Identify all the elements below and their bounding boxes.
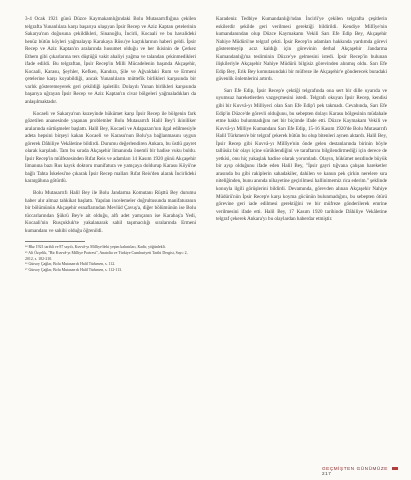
footnote-divider <box>25 241 85 242</box>
footnote: ¹⁶ Gürsoy Çağlar, Bolu Mutasarrıfı Halil Türkmen, s. 112. <box>25 262 116 267</box>
paragraph: Bolu Mutasarrıfı Halil Bey ile Bolu Jandarma Komutanı Rüşttü Bey durumu haber alır almaz tahkikat başlattı. Yapılan incelemeler doğrultusunda manifaturanın bir bölümünün Akçaşehir esnaflarından Mevlüd Çavuş'a, diğer bölümünün ise Bolu tüccarlarından Şükrü Bey'e ait olduğu, alfı adet yamçanın ise Karabaş'a Yedi, Kocaali'nin Rusçukluk'te yakalanarak sahil taşımacılığı sıralarında Ermeni kumandanı ve sahibi olduğu öğrenildi. <box>25 190 196 234</box>
footer-separator <box>392 467 398 470</box>
right-column <box>216 16 387 228</box>
footnote: ¹⁵ Ali Özçelik, "Bir Kuvvâ-yı Milliye Portresi", Anatolia ve Türkiye Cumhuriyeti Tarihi Dergisi, Sayı: 2, 2012, s. 182-210. <box>25 250 188 261</box>
page-footer <box>322 466 411 476</box>
left-column <box>25 16 196 273</box>
paragraph: Kocaeli ve Sakarya'nın kuzeyinde hükümet karşı İpsir Recep ile bölgenin fark gözetilen ananesinde yaşanan problemler Bolu Mutasarrıfı Halil Bey'i ikiniliker aralarında sürtüşmeler başlattı. Halil Bey, Kocaeli ve Adapazarı'nın ilgal edilmesiyle adeta hepsini birşeyi kakan Kocaeli ve Karasu'nun Bolu'ya bağlanmasını uygun görerek Dâhiliye Vekâletine bildirdi. Durumu değerlendiren Ankara, bu üstlü gayret olarak karşıladı. Tam bu sırada Akçaşehir limanında önemli bir hadise vuku buldu. İpsir Recep'in mülfezesinden Rıfat Reis ve adamları 14 Kasım 1920 günü Akçaşehir limanına bazı Rus kayık doktoru manifatura ve yamçaya doldurup Karasu Köyü'ne bağlı Tahta İskelesi'ne çıkarak İpsir Recep malları Rıfat Reis'den alarak İncirlideki karargâhına götürdü. <box>25 110 196 185</box>
footnote: ¹⁷ Gürsoy Çağlar, Bolu Mutasarrıfı Halil Türkmen, s. 112-113. <box>25 267 123 272</box>
journal-title: GEÇMİŞTEN GÜNÜMÜZE <box>322 466 388 471</box>
paragraph: 3-4 Ocak 1921 günü Düzce Kaymakamlığındaki Bolu Mutasarrıflığına çekilen telgrafta Yunanlılara karşı başarıya ulaşıyan İpsir Recep ve Aziz Kaptan çetelerinin Sakarya'nın doğusuna çekildikleri, Sinanoğlu, İncirli, Kocaali ve bu havalideki henüz bütün köyleri yağmalayıp Karakaya Rüsu'ye kaçtıklarının haberi geldi. İpsir Recep ve Aziz Kaptan'ın aralarında husumet olduğu ve her ikisinin de Çerkez Ethem gibi çıkarlarına ters düştüğü vakit ahaliyi yağma ve talandan çekinmedikleri ifade edildi. Bu telgraftan, İpsir Recep'in Milli Mücadelenin başında Akçaşehir, Kocaali, Karasu, Şeyhler, Kefken, Kandıra, Şile ve Ağvaldaki Rum ve Ermeni çetelerine karşı koyabildiği, ancak Yunanlıların müttefik birlikleri karşısında bir varlık gösteremeyerek geri çekildiği işaletilir. Dolayılı Yunan birlikleri karşısında başarıya uğrayan İpsir Recep ve Aziz Kaptan'ın civar bölgeleri yağmaladıkları da anlaşılmaktadır. <box>25 16 196 106</box>
page-number: 217 <box>322 471 332 476</box>
footnote: ¹⁴ Bkz 1921 tarihli ve 87 sayılı, Kuvvâ-yı Milliye'deki yeşim kalıntıları, Kadir, yöğünlekli. <box>25 245 166 250</box>
paragraph: Sarı Efe Edip, İpsir Recep'e çektiği telgrafında ona sert bir dille uyarıda ve uyumsuz hareketlerden vazgeçmesini istedi. Telgrafı okuyan İpsir Recep, kendisi gibi bir Kuvvâ-yı Milliyeci olan Sarı Efe Edip'i pek takmadı. Cevabında, Sarı Efe Edip'in Düzce'de görevli olduğunu, bu sebepten dolayı Karasu bölgesinin müdahale etme hakkı bulunmadığını net bir biçimde ifade etti. Düzce Kaymakam Vekili ve Kuvvâ-yı Milliye Kumandanı Sarı Efe Edip, 15-16 Kasım 1920'de Bolu Mutasarrıfı Halil Türkmen'e bir telgraf çekerek bütün bu olup bitenleri aynen aktardı. Halil Bey, İpsir Recep gibi Kuvvâ-yı Millîye'nin önde gelen destanlarında birinin böyle tallüsüz bir olayı içine sürüklendiğini ve taraftarını bilgilendirmediği için derece de yetkisi, onu hiç yakaşlak hadise olarak yorumladı. Olayın, hükümet nezdinde büyük bir ayıp olduğunu ifade eden Halil Bey, "İpsir gayri tığvana çalışan hareketler arasında bu gibi rakiplerin sahadakiler, dahilen ve kanun pek çirkin nerelere sıra niteliğinden, bunu anında nihayetine geçirilmesi hallinimemiz rica ederim." şeklinde konuyla ilgili görüşlerini bildirdi. Devamında, görevden alınan Akçaşehir Nahiye Müdürü'nün İpsir Recep'e karşı koyma gücünün bulunmadığını, bu sebepten ötürü görevine geri iade edilmesi gerektiğini ve bir müfreze gönderilerek emrine verilmesini ifade etti. Halil Bey, 17 Kasım 1920 tarihinde Dâhiliye Vekâletine telgraf çekerek Ankara'yı bu olaylardan haberdar etmiştir. <box>216 87 387 223</box>
paragraph: Karadeniz Tedbiye Kumandanlığı'ndan İncirli'ye çekilen telgrafta çeşitlerin eskilerdir şekilde geri verilmesi gerektiği bildirildi. Kendiye Millîye'nin kumandanından olup Düzce Kaymakamı Vekili Sarı Efe Edip Bey, Akçaşehir Nahiye Müdürü'ne telgraf çekti. İpsir Recep'in adamları hakkında yardımda görevi gösteremeyip acız kaldığı için görevinin derhal Akçaşehir Jandarma Kumandanlığı'na tesliminin Düzce'ye gelmesini istedi. İpsir Recep'in bulunan ilişkileriyle Akçaşehir Nahiye Müdürü bilgisiz görevinden alınmış oldu. Sarı Efe Edip Bey, Erik Bey komutasındaki bir müfreze ile Akçaşehir'e gönderecek buradaki güvenlik önlemlerini artırdı. <box>216 16 387 83</box>
document-page <box>25 16 387 456</box>
